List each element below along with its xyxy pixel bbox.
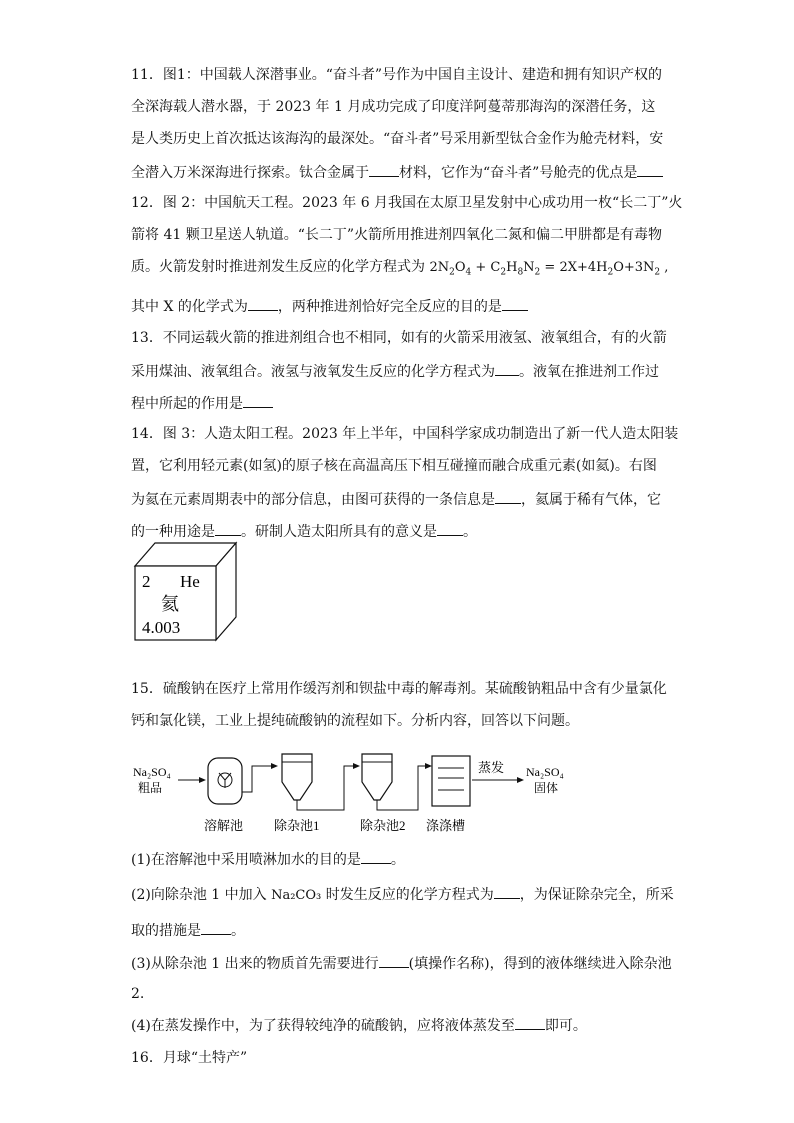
q12-line1: 12．图 2：中国航天工程。2023 年 6 月我国在太原卫星发射中心成功用一枚“长二丁”火 <box>131 195 683 211</box>
q12-line4-part1: 其中 X 的化学式为 <box>131 299 248 315</box>
q14-line4 <box>131 521 477 541</box>
q13-line2-part2: 。液氧在推进剂工作过 <box>519 364 659 380</box>
q15-part2-text2: 时发生反应的化学方程式为 <box>325 887 494 903</box>
q11-blank-1[interactable] <box>369 162 399 177</box>
impurity-tank-2 <box>362 754 392 800</box>
q15-part2-formula: Na₂CO₃ <box>271 888 322 903</box>
flow-output-label: 固体 <box>534 781 559 795</box>
q15-part1 <box>131 849 405 869</box>
cell-symbol: He <box>180 572 200 591</box>
flow-stage2-label: 除杂池1 <box>274 818 320 833</box>
q11-line1: 11．图1：中国载人深潜事业。“奋斗者”号作为中国自主设计、建造和拥有知识产权的 <box>131 67 663 83</box>
q14-line3-part2: ，氦属于稀有气体，它 <box>521 492 661 508</box>
flow-input-label: 粗品 <box>138 781 163 795</box>
q14-line2: 置，它利用轻元素(如氢)的原子核在高温高压下相互碰撞而融合成重元素(如氦)。右图 <box>131 458 657 474</box>
q15-part2 <box>131 884 674 905</box>
flow-arrow-label: 蒸发 <box>478 760 505 775</box>
q12-line4 <box>131 296 528 316</box>
q11-line4 <box>131 162 663 182</box>
q14-blank-3[interactable] <box>437 521 463 536</box>
q11-line3: 是人类历史上首次抵达该海沟的最深处。“奋斗者”号采用新型钛合金作为舱壳材料，安 <box>131 131 664 147</box>
cell-atomic-number: 2 <box>142 572 151 591</box>
flow-stage4-label: 涤涤槽 <box>426 818 466 833</box>
q16-line1: 16．月球“土特产” <box>131 1050 248 1066</box>
q12-line3-text: 质。火箭发射时推进剂发生反应的化学方程式为 <box>131 259 425 275</box>
impurity-tank-1 <box>282 754 312 800</box>
q15-blank-2[interactable] <box>494 884 520 899</box>
q15-part3-cont: 2. <box>131 986 145 1002</box>
q12-blank-2[interactable] <box>502 296 528 311</box>
washing-trough <box>432 756 470 806</box>
q14-line4-part1: 的一种用途是 <box>131 524 215 540</box>
q11-blank-2[interactable] <box>637 162 663 177</box>
q14-line1: 14．图 3：人造太阳工程。2023 年上半年，中国科学家成功制造出了新一代人造太阳装 <box>131 426 679 442</box>
flow-pipe-1 <box>242 766 272 792</box>
flow-arrowhead-2 <box>271 763 278 769</box>
q15-part2-text4: 取的措施是 <box>131 923 201 939</box>
helium-element-cell <box>128 540 240 642</box>
q15-blank-5[interactable] <box>515 1015 545 1030</box>
q15-blank-3[interactable] <box>201 920 231 935</box>
q12-eq-products: = 2X+4H <box>544 260 608 275</box>
q13-blank-2[interactable] <box>243 393 273 408</box>
flow-stage1-label: 溶解池 <box>204 818 244 833</box>
q13-line2-part1: 采用煤油、液氧组合。液氢与液氧发生反应的化学方程式为 <box>131 364 495 380</box>
q15-blank-1[interactable] <box>361 849 391 864</box>
q12-line4-part2: ，两种推进剂恰好完全反应的目的是 <box>277 299 502 315</box>
q13-line3 <box>131 393 273 413</box>
q12-eq-reactant1: 2N <box>429 260 450 275</box>
q15-blank-4[interactable] <box>379 953 409 968</box>
q15-part3-text2: (填操作名称)，得到的液体继续进入除杂池 <box>408 956 672 972</box>
q15-part4-text2: 即可。 <box>544 1018 587 1034</box>
q13-line3-text: 程中所起的作用是 <box>131 396 243 412</box>
q14-line3 <box>131 489 661 509</box>
flow-stage3-label: 除杂池2 <box>360 818 406 833</box>
q15-part4 <box>131 1015 587 1035</box>
q15-part4-text1: (4)在蒸发操作中，为了获得较纯净的硫酸钠，应将液体蒸发至 <box>131 1018 515 1034</box>
q12-equation: $2N_2O_4 + C_2H_8N_2 = 2X+4H_2O+3N_2$ , <box>429 260 669 278</box>
q14-blank-2[interactable] <box>215 521 241 536</box>
q15-part2-text3: ，为保证除杂完全，所采 <box>519 887 674 903</box>
q15-line2: 钙和氯化镁，工业上提纯硫酸钠的流程如下。分析内容，回答以下问题。 <box>131 713 579 729</box>
flow-arrowhead-5 <box>517 777 524 783</box>
q13-line1: 13．不同运载火箭的推进剂组合也不相同，如有的火箭采用液氢、液氧组合，有的火箭 <box>131 330 667 346</box>
flow-arrowhead-4 <box>425 763 432 769</box>
flow-output-formula: Na₂SO₄ <box>526 765 564 779</box>
q15-part1-end: 。 <box>390 852 405 868</box>
flow-input-formula: Na₂SO₄ <box>133 765 171 779</box>
cell-atomic-mass: 4.003 <box>142 618 181 637</box>
q15-part2-text1: (2)向除杂池 1 中加入 <box>131 887 267 903</box>
q14-line4-part3: 。 <box>463 524 477 540</box>
cell-name: 氦 <box>161 594 179 614</box>
q15-part3-text1: (3)从除杂池 1 出来的物质首先需要进行 <box>131 956 379 972</box>
q15-part3 <box>131 953 672 973</box>
purification-flow-diagram <box>128 748 598 840</box>
q11-line4-part1: 全潜入万米深海进行探索。钛合金属于 <box>131 165 369 181</box>
q11-line4-part2: 材料，它作为“奋斗者”号舱壳的优点是 <box>399 165 638 181</box>
q13-line2 <box>131 361 659 381</box>
flow-arrowhead-3 <box>353 763 360 769</box>
q12-line3 <box>131 258 668 282</box>
q15-line1: 15．硫酸钠在医疗上常用作缓泻剂和钡盐中毒的解毒剂。某硫酸钠粗品中含有少量氯化 <box>131 681 667 697</box>
q14-line4-part2: 。研制人造太阳所具有的意义是 <box>241 524 437 540</box>
q12-blank-1[interactable] <box>248 296 278 311</box>
q12-line2: 箭将 41 颗卫星送人轨道。“长二丁”火箭所用推进剂四氧化二氮和偏二甲肼都是有毒物 <box>131 227 663 243</box>
q15-part2-end: 。 <box>231 923 245 939</box>
q15-part2-cont <box>131 920 245 940</box>
flow-arrowhead-1 <box>199 777 206 783</box>
q11-line2: 全深海载人潜水器，于 2023 年 1 月成功完成了印度洋阿蔓蒂那海沟的深潜任务，这 <box>131 99 656 115</box>
q15-part1-text: (1)在溶解池中采用喷淋加水的目的是 <box>131 852 361 868</box>
q14-blank-1[interactable] <box>495 489 521 504</box>
q13-blank-1[interactable] <box>495 361 519 376</box>
q14-line3-part1: 为氦在元素周期表中的部分信息，由图可获得的一条信息是 <box>131 492 495 508</box>
